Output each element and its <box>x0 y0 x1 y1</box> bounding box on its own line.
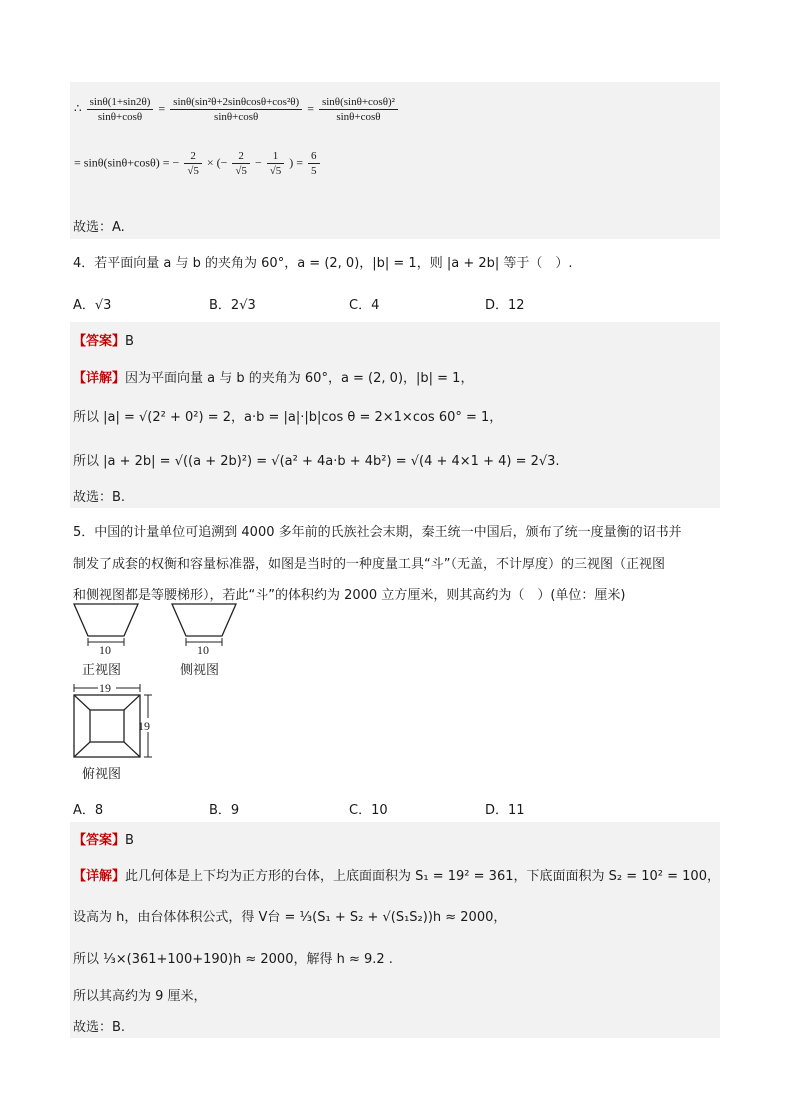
fraction-3-den: sinθ+cosθ <box>336 111 381 123</box>
eq2-frac-3 <box>267 150 285 177</box>
eq2-frac-1-num: 2 <box>184 150 202 164</box>
eq2-frac-2 <box>232 150 250 177</box>
q5-detail-1-text: 此几何体是上下均为正方形的台体，上底面面积为 S₁ = 19² = 361，下底面面积为 S₂ = 10² = 100， <box>125 869 720 884</box>
q4-answer-value: B <box>125 334 134 349</box>
three-view-diagram <box>68 600 268 780</box>
q5-stem-3: 和侧视图都是等腰梯形），若此“斗”的体积约为 2000 立方厘米，则其高约为（ ）(单位：厘米) <box>73 588 626 603</box>
equation-line-2 <box>74 150 322 177</box>
q5-detail-2: 设高为 h，由台体体积公式，得 V台 = ⅓(S₁ + S₂ + √(S₁S₂))h ≈ 2000， <box>73 910 507 925</box>
front-view-caption: 正视图 <box>82 663 122 678</box>
q4-detail-2: 所以 |a| = √(2² + 0²) = 2，a·b = |a|·|b|cos θ = 2×1×cos 60° = 1， <box>73 410 503 425</box>
eq2-frac-4-den: 5 <box>311 165 317 177</box>
fraction-1-den: sinθ+cosθ <box>97 111 143 123</box>
equation-line-1: ∴ $\frac{\sin\theta(1+\sin 2\theta)}{\sin\theta+\cos\theta}$ = $\frac{\text{sinθ(sin²θ+2sinθcosθ+cos²θ)}}{\sin\theta+\cos\theta}$ = $\frac{\text{sinθ(sinθ+cosθ)²}}{\sin\theta+\cos\theta}$ <box>74 96 400 123</box>
q5-answer <box>73 829 134 848</box>
side-view-trapezoid <box>172 604 236 636</box>
q4-detail-1-text: 因为平面向量 a 与 b 的夹角为 60°，a = (2, 0)，|b| = 1， <box>125 371 474 386</box>
q4-stem: 4．若平面向量 a 与 b 的夹角为 60°，a = (2, 0)，|b| = 1，则 |a + 2b| 等于（ ）. <box>73 256 573 271</box>
q5-option-c: C．10 <box>349 803 388 818</box>
eq2-frac-2-num: 2 <box>232 150 250 164</box>
q5-detail-4: 所以其高约为 9 厘米， <box>73 989 207 1004</box>
therefore-symbol: ∴ <box>74 101 82 116</box>
side-view-dim: 10 <box>197 643 209 657</box>
eq2-left: = sinθ(sinθ+cosθ) = − <box>74 155 180 170</box>
q5-detail-1 <box>73 865 720 884</box>
side-view-caption: 侧视图 <box>180 663 220 678</box>
eq2-frac-4-num: 6 <box>308 150 320 164</box>
top-view-dim-width: 19 <box>99 681 111 695</box>
q5-option-b: B．9 <box>209 803 240 818</box>
fraction-2 <box>170 96 302 123</box>
fraction-2-num: sinθ(sin²θ+2sinθcosθ+cos²θ) <box>170 96 302 110</box>
eq2-mid: × (− <box>206 155 228 170</box>
q4-answer-tag: 【答案】 <box>73 334 126 349</box>
q5-option-a: A．8 <box>73 803 104 818</box>
eq2-frac-3-num: 1 <box>267 150 285 164</box>
fraction-3-num: sinθ(sinθ+cosθ)² <box>319 96 398 110</box>
q5-stem-2: 制发了成套的权衡和容量标准器，如图是当时的一种度量工具“斗”（无盖，不计厚度）的三视图（正视图 <box>73 557 665 572</box>
front-view-dim: 10 <box>99 643 111 657</box>
eq2-end: ) = <box>289 155 304 170</box>
q4-answer <box>73 330 134 349</box>
solution-block-q5 <box>70 822 720 1038</box>
eq2-frac-2-den: √5 <box>235 165 247 177</box>
q4-detail-3: 所以 |a + 2b| = √((a + 2b)²) = √(a² + 4a·b + 4b²) = √(4 + 4×1 + 4) = 2√3. <box>73 454 560 469</box>
eq2-frac-3-den: √5 <box>269 165 282 177</box>
eq2-frac-4 <box>308 150 320 177</box>
eq2-frac-1-den: √5 <box>187 165 199 177</box>
fraction-1-num: sinθ(1+sin2θ) <box>87 96 154 110</box>
eq2-frac-1 <box>184 150 202 177</box>
q5-detail-tag: 【详解】 <box>73 869 126 884</box>
top-view-dim-height: 19 <box>138 719 150 733</box>
q5-stem-1: 5．中国的计量单位可追溯到 4000 多年前的氏族社会末期，秦王统一中国后，颁布了统一度量衡的诏书并 <box>73 525 682 540</box>
q3-choice: 故选：A. <box>73 220 125 235</box>
q4-option-b: B．2√3 <box>209 298 256 313</box>
q4-detail-1 <box>73 367 473 386</box>
top-view-inner-square <box>90 710 124 742</box>
eq2-minus: − <box>254 155 262 170</box>
fraction-3 <box>319 96 398 123</box>
q4-choice: 故选：B. <box>73 490 126 505</box>
q5-answer-value: B <box>125 833 134 848</box>
fraction-1 <box>87 96 154 123</box>
q5-answer-tag: 【答案】 <box>73 833 126 848</box>
q4-detail-tag: 【详解】 <box>73 371 126 386</box>
q5-detail-3: 所以 ⅓×(361+100+190)h ≈ 2000，解得 h ≈ 9.2 . <box>73 952 393 967</box>
front-view-trapezoid <box>74 604 138 636</box>
q4-option-a: A．√3 <box>73 298 112 313</box>
q5-option-d: D．11 <box>485 803 525 818</box>
q4-option-c: C．4 <box>349 298 380 313</box>
q5-choice: 故选：B. <box>73 1020 126 1035</box>
q4-option-d: D．12 <box>485 298 525 313</box>
top-view-caption: 俯视图 <box>82 767 122 782</box>
fraction-2-den: sinθ+cosθ <box>214 111 259 123</box>
